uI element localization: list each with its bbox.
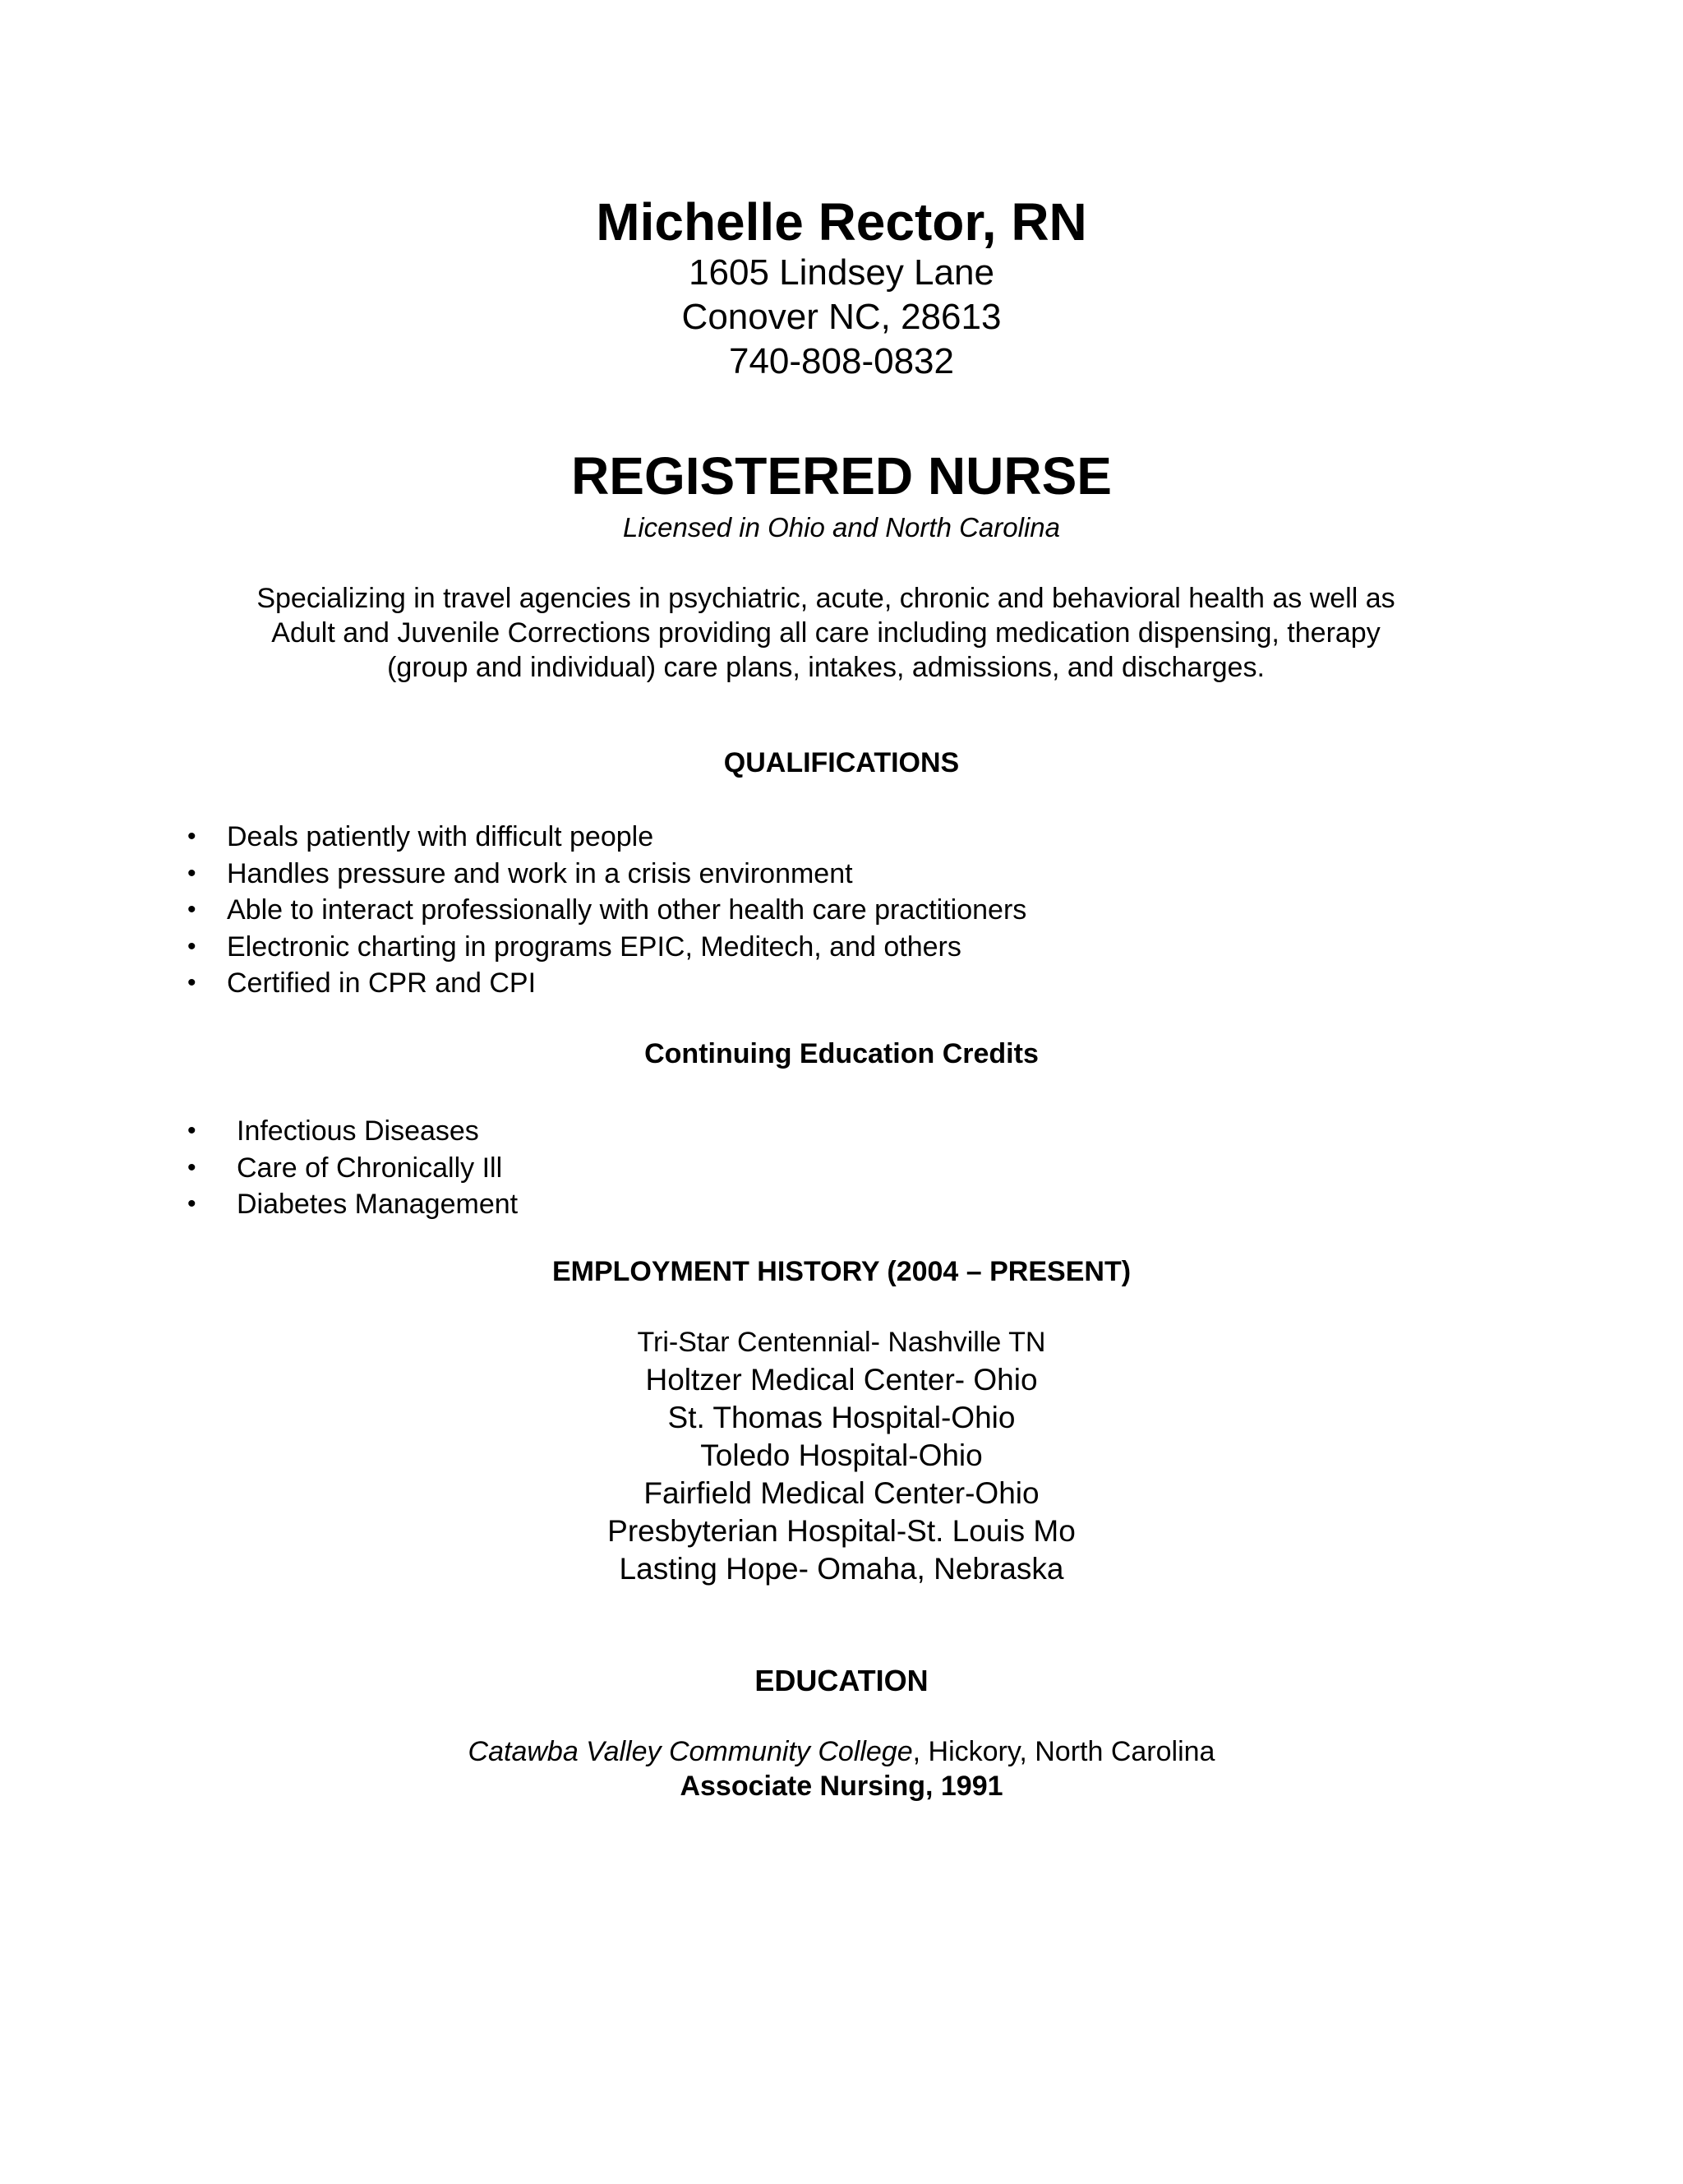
list-item: • Deals patiently with difficult people <box>187 819 1026 856</box>
qualifications-heading: QUALIFICATIONS <box>723 747 960 778</box>
list-item: • Able to interact professionally with other health care practitioners <box>187 892 1026 929</box>
employer-item: Fairfield Medical Center-Ohio <box>643 1476 1040 1510</box>
list-item: • Diabetes Management <box>187 1186 518 1223</box>
summary-line-1: Specializing in travel agencies in psychiatric, acute, chronic and behavioral health as well as <box>256 583 1395 614</box>
list-item: • Care of Chronically Ill <box>187 1150 518 1187</box>
employer-item: Lasting Hope- Omaha, Nebraska <box>619 1552 1064 1586</box>
qualifications-list <box>187 819 1026 1002</box>
employer-item: Holtzer Medical Center- Ohio <box>645 1363 1038 1397</box>
list-item: • Certified in CPR and CPI <box>187 965 1026 1002</box>
institution-location: , Hickory, North Carolina <box>912 1736 1215 1767</box>
education-school-line <box>0 1734 1683 1769</box>
contact-block <box>0 251 1683 384</box>
list-item: • Electronic charting in programs EPIC, Meditech, and others <box>187 929 1026 966</box>
summary-line-2: Adult and Juvenile Corrections providing all care including medication dispensing, therapy <box>271 617 1381 649</box>
institution-name: Catawba Valley Community College <box>468 1736 913 1767</box>
continuing-education-list <box>187 1113 518 1223</box>
employer-item: Toledo Hospital-Ohio <box>700 1438 983 1472</box>
education-heading: EDUCATION <box>754 1664 929 1697</box>
summary-paragraph <box>189 581 1463 685</box>
employer-item: Presbyterian Hospital-St. Louis Mo <box>607 1514 1076 1548</box>
address-line-1: 1605 Lindsey Lane <box>689 252 994 293</box>
address-line-2: Conover NC, 28613 <box>681 297 1002 337</box>
employer-item: St. Thomas Hospital-Ohio <box>667 1401 1016 1434</box>
employment-heading: EMPLOYMENT HISTORY (2004 – PRESENT) <box>551 1256 1132 1287</box>
employer-item: Tri-Star Centennial- Nashville TN <box>637 1327 1046 1358</box>
degree: Associate Nursing, 1991 <box>680 1771 1003 1802</box>
candidate-name: Michelle Rector, RN <box>596 192 1087 252</box>
list-item: • Infectious Diseases <box>187 1113 518 1150</box>
continuing-education-heading: Continuing Education Credits <box>644 1038 1039 1069</box>
phone-number: 740-808-0832 <box>728 341 954 381</box>
summary-line-3: (group and individual) care plans, intakes, admissions, and discharges. <box>387 652 1265 683</box>
license-note: Licensed in Ohio and North Carolina <box>623 512 1060 543</box>
list-item: • Handles pressure and work in a crisis environment <box>187 856 1026 893</box>
employer-list <box>0 1323 1683 1588</box>
job-title: REGISTERED NURSE <box>571 446 1112 506</box>
